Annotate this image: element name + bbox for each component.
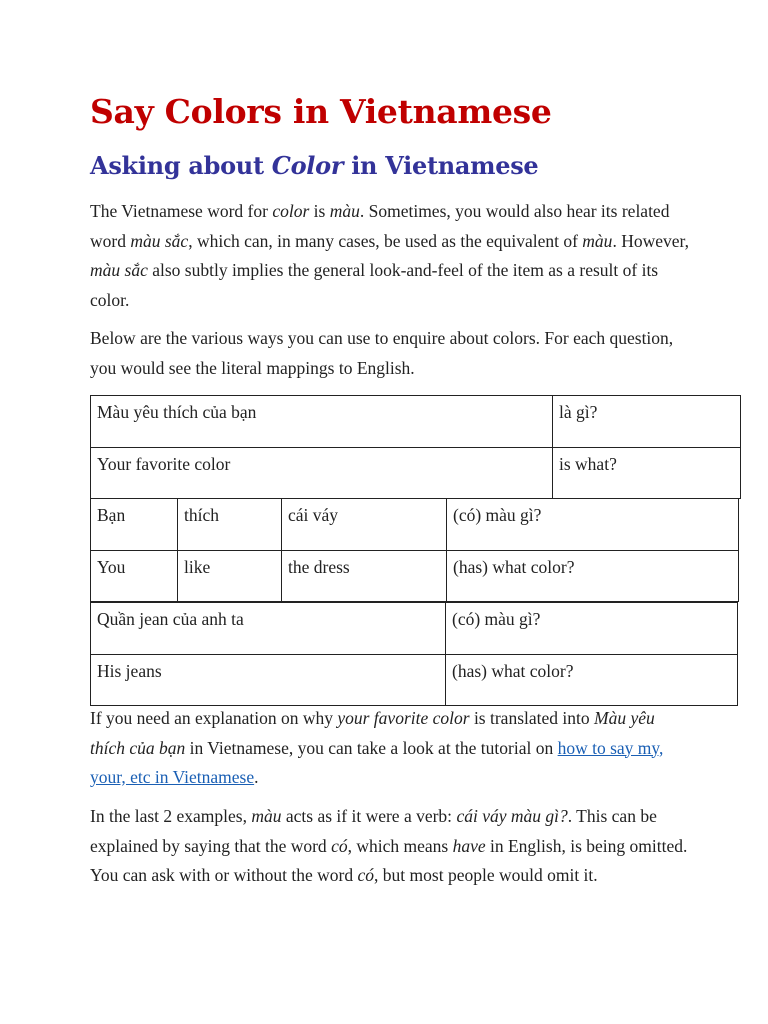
emphasis: màu sắc <box>90 260 148 280</box>
text: The Vietnamese word for <box>90 201 273 221</box>
table-cell: His jeans <box>91 654 446 706</box>
table-cell: Bạn <box>91 499 178 551</box>
section-heading <box>90 151 538 180</box>
table-cell: Quần jean của anh ta <box>91 603 446 655</box>
intro-paragraph <box>90 197 690 315</box>
table-row <box>91 396 741 448</box>
text: also subtly implies the general look-and-feel of the item as a result of its color. <box>90 260 659 310</box>
table-cell: like <box>178 550 282 602</box>
text: in Vietnamese, you can take a look at the tutorial on <box>185 737 558 758</box>
table-row <box>91 550 739 602</box>
text: . However, <box>612 230 689 251</box>
text: acts as if it were a verb: <box>281 806 457 826</box>
table-cell: You <box>91 550 178 602</box>
table-cell: (has) what color? <box>446 654 738 706</box>
table-row <box>91 654 738 706</box>
text: . This can be explained by saying that the word <box>90 806 657 856</box>
table-cell: thích <box>178 499 282 551</box>
table-row <box>91 603 738 655</box>
jeans-color-table <box>90 602 738 706</box>
emphasis: có <box>331 835 348 856</box>
heading-text: Asking about <box>90 151 272 180</box>
emphasis: have <box>452 835 486 856</box>
table-cell: Your favorite color <box>91 447 553 499</box>
table-row <box>91 499 739 551</box>
emphasis: màu <box>582 230 613 251</box>
emphasis: có <box>357 865 375 885</box>
table-row <box>91 447 741 499</box>
text: in English, is being omitted. You can ask with or without the word <box>90 835 688 885</box>
ways-paragraph: Below are the various ways you can use to enquire about colors. For each question, you would see the literal mappings to English. <box>90 328 674 378</box>
emphasis: your favorite color <box>337 708 470 728</box>
text: , which means <box>347 835 453 856</box>
table-cell: Màu yêu thích của bạn <box>91 396 553 448</box>
text: is translated into <box>469 708 594 728</box>
table-cell: (has) what color? <box>447 550 739 602</box>
text: , but most people would omit it. <box>374 865 598 885</box>
table-cell: (có) màu gì? <box>446 603 738 655</box>
table-cell: (có) màu gì? <box>447 499 739 551</box>
emphasis: color <box>272 201 310 221</box>
heading-emphasis: Color <box>271 151 344 180</box>
emphasis: màu <box>329 201 360 221</box>
table-cell: cái váy <box>282 499 447 551</box>
emphasis: màu sắc <box>130 230 189 251</box>
text: , which can, in many cases, be used as the equivalent of <box>188 230 583 251</box>
tutorial-link[interactable]: how to say my, your, etc in Vietnamese <box>90 737 664 787</box>
text: If you need an explanation on why <box>90 708 338 728</box>
page-title: Say Colors in Vietnamese <box>90 92 552 131</box>
text: . <box>254 767 259 787</box>
text: . Sometimes, you would also hear its related word <box>90 201 670 251</box>
text: is <box>309 201 330 221</box>
examples-paragraph <box>90 802 690 891</box>
table-cell: là gì? <box>553 396 741 448</box>
favorite-color-table <box>90 395 741 499</box>
text: In the last 2 examples, <box>90 806 252 826</box>
emphasis: cái váy màu gì? <box>456 806 568 826</box>
emphasis: Màu yêu thích của bạn <box>90 708 655 758</box>
dress-color-table <box>90 498 739 602</box>
emphasis: màu <box>251 806 282 826</box>
explanation-paragraph <box>90 704 690 793</box>
table-cell: is what? <box>553 447 741 499</box>
table-cell: the dress <box>282 550 447 602</box>
heading-text: in Vietnamese <box>343 151 539 180</box>
